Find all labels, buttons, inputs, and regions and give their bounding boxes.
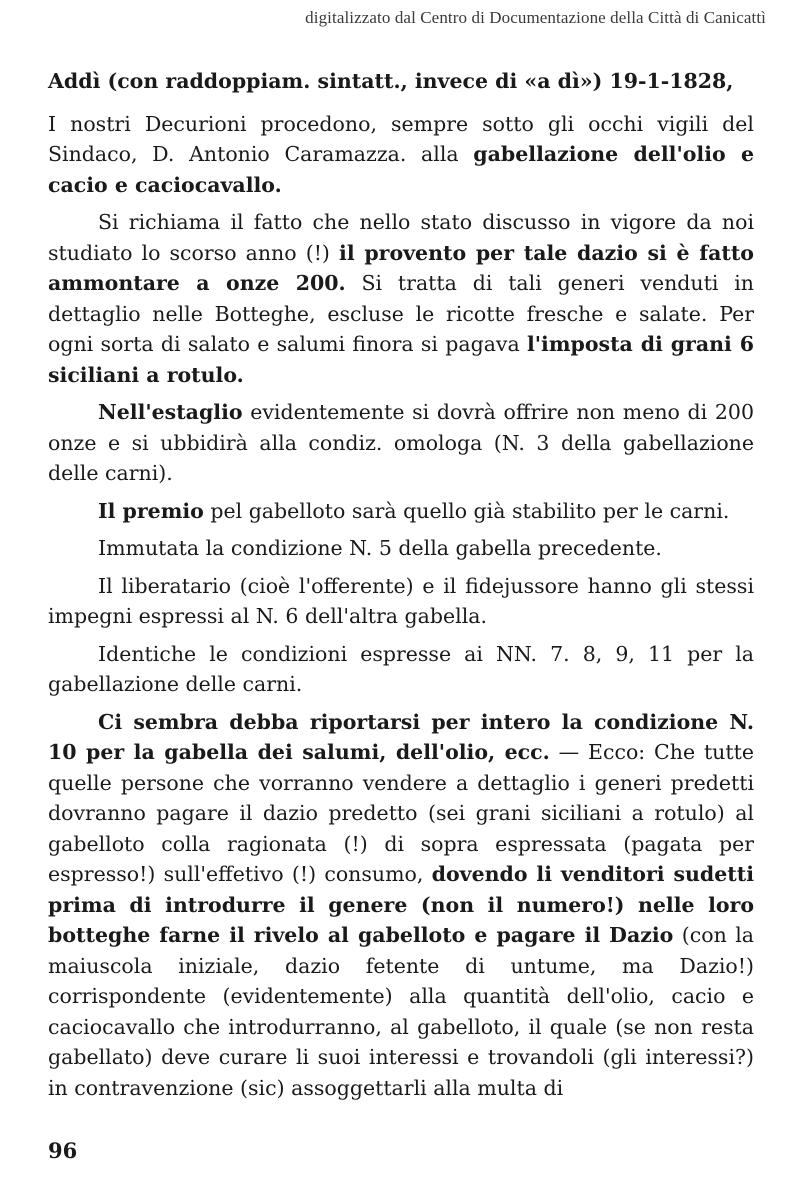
paragraph-6: Il liberatario (cioè l'offerente) e il fidejussore hanno gli stessi impegni espressi al N. 6 dell'altra gabella. [48,573,754,628]
paragraph-7: Identiche le condizioni espresse ai NN. 7. 8, 9, 11 per la gabellazione delle carni. [48,641,754,696]
heading: Addì (con raddoppiam. sintatt., invece di «a dì») 19-1-1828, [48,69,734,93]
p4-text: pel gabelloto sarà quello già stabilito per le carni. [203,498,730,523]
p2-bold-d: l'imposta di grani 6 siciliani a rotulo. [48,332,754,387]
paragraph-2 [48,207,754,390]
watermark: digitalizzato dal Centro di Documentazione della Città di Canicattì [305,8,766,27]
p2-bold-b: il provento per tale dazio si è fatto ammontare a onze 200. [48,240,754,295]
paragraph-5: Immutata la condizione N. 5 della gabella precedente. [98,536,662,560]
paragraph-1 [48,109,754,201]
p1-bold: gabellazione dell'olio e cacio e caciocavallo. [48,142,754,197]
paragraph-4 [48,496,754,527]
p1-text: I nostri Decurioni procedono, sempre sotto gli occhi vigili del Sindaco, D. Antonio Caramazza. alla [48,111,754,166]
page-body [48,66,754,1110]
p2-text-a: Si richiama il fatto che nello stato discusso in vigore da noi studiato lo scorso anno (!) [48,210,754,265]
paragraph-8 [48,707,754,1104]
p8-text-d: (con la maiuscola iniziale, dazio fetente di untume, ma Dazio!) corrispondente (evidentemente) alla quantità dell'olio, cacio e caciocavallo che introdurranno, al gabelloto, il quale (se non resta gabellato) deve curare li suoi interessi e trovandoli (gli interessi?) in contravenzione (sic) assoggettarli alla multa di [48,923,754,1100]
paragraph-3 [48,397,754,489]
p3-bold: Nell'estaglio [98,400,243,424]
p8-bold-c: dovendo li venditori sudetti prima di introdurre il genere (non il numero!) nelle loro botteghe farne il rivelo al gabelloto e pagare il Dazio [48,862,754,947]
page-number: 96 [48,1138,78,1163]
p3-text: evidentemente si dovrà offrire non meno di 200 onze e si ubbidirà alla condiz. omologa (N. 3 della gabellazione delle carni). [48,400,754,485]
p8-text-b: — Ecco: Che tutte quelle persone che vorranno vendere a dettaglio i generi predetti dovranno pagare il dazio predetto (sei grani siciliani a rotulo) al gabelloto colla ragionata (!) di sopra espressata (pagata per espresso!) sull'effetivo (!) consumo, [48,740,754,886]
p8-bold-a: Ci sembra debba riportarsi per intero la condizione N. 10 per la gabella dei salumi, dell'olio, ecc. [48,709,754,764]
p4-bold: Il premio [98,498,204,523]
p2-text-c: Si tratta di tali generi venduti in dettaglio nelle Botteghe, escluse le ricotte fresche e salate. Per ogni sorta di salato e salumi finora si pagava [48,271,754,356]
